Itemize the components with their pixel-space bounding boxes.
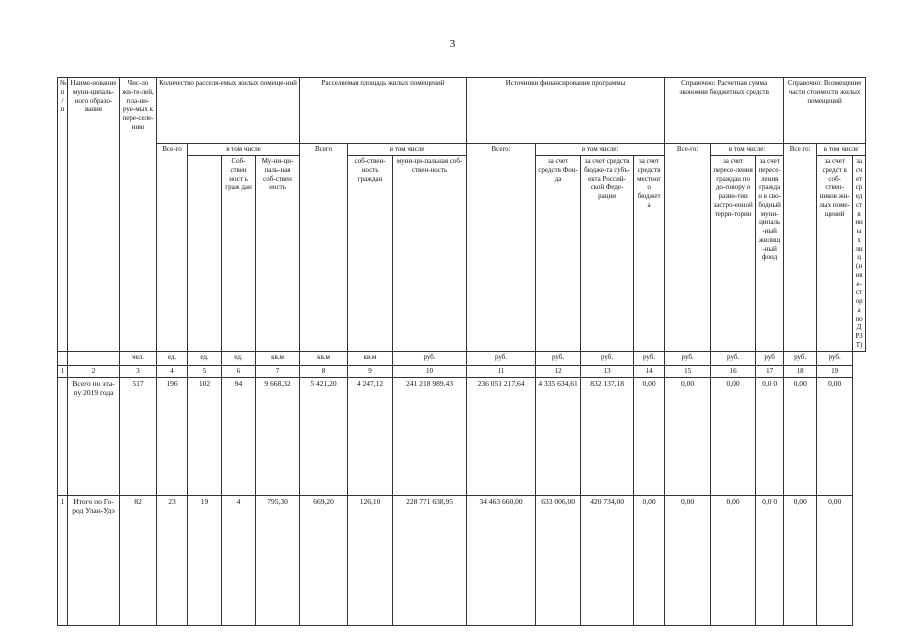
row-cell: 5 421,20 (300, 377, 348, 495)
header-fin-local: за счет средств местного бюджета (634, 156, 665, 352)
column-number: 15 (665, 365, 711, 377)
row-cell: 94 (222, 377, 256, 495)
unit-cell: кв.м (300, 351, 348, 365)
header-area-own: соб-ствен-ность граждан (348, 156, 393, 352)
row-cell: 34 463 660,00 (467, 495, 536, 625)
unit-cell: ед. (188, 351, 222, 365)
row-cell: 633 006,00 (536, 495, 581, 625)
header-comp-group: Справочно: Возмещение части стоимости жилых помещений (784, 78, 866, 144)
column-number: 18 (784, 365, 817, 377)
column-number: 7 (256, 365, 300, 377)
unit-cell: ед. (157, 351, 188, 365)
column-number: 6 (222, 365, 256, 377)
header-count-own: Соб-ствен ност ь граж дан (222, 156, 256, 352)
column-number: 4 (157, 365, 188, 377)
units-row (58, 351, 866, 365)
row-cell: 9 668,32 (256, 377, 300, 495)
header-comp-other: за счет средст в иных лиц (инве-стора по ДРЗТ) (853, 156, 866, 352)
row-cell: 0,00 (784, 377, 817, 495)
column-number: 2 (68, 365, 120, 377)
row-cell: 241 218 989,43 (393, 377, 467, 495)
column-number: 10 (393, 365, 467, 377)
row-cell: 0,0 0 (756, 377, 784, 495)
column-number: 1 (58, 365, 68, 377)
header-econ-free: за счет пересе-ления граждан в сво-бодный муни-ципаль-ный жилищ-ный фонд (756, 156, 784, 352)
unit-cell: руб. (581, 351, 634, 365)
table-row-city (58, 495, 866, 625)
header-count-none (188, 156, 222, 352)
header-name: Наиме-нование муни-ципаль-ного образо-вания (68, 78, 120, 352)
header-row-groups (58, 78, 866, 144)
unit-cell: руб. (784, 351, 817, 365)
header-count-mun: Му-ни-ци-паль-ная соб-ствен ность (256, 156, 300, 352)
row-cell: 0,00 (784, 495, 817, 625)
row-num (58, 377, 68, 495)
header-finance-group: Источники финансирования программы (467, 78, 665, 144)
row-cell: 420 734,00 (581, 495, 634, 625)
header-count-total: Все-го (157, 144, 188, 352)
row-num: 1 (58, 495, 68, 625)
unit-cell: кв.м (256, 351, 300, 365)
column-number: 17 (756, 365, 784, 377)
row-cell: 196 (157, 377, 188, 495)
page-number: 3 (449, 38, 456, 50)
column-numbers-row (58, 365, 866, 377)
row-cell: 82 (120, 495, 157, 625)
resettlement-table (57, 77, 866, 626)
row-cell: 0,0 0 (756, 495, 784, 625)
unit-cell: руб. (393, 351, 467, 365)
row-cell: 795,30 (256, 495, 300, 625)
row-cell: 4 247,12 (348, 377, 393, 495)
row-cell: 0,00 (711, 377, 756, 495)
unit-cell: руб. (634, 351, 665, 365)
row-cell: 0,00 (711, 495, 756, 625)
column-number: 12 (536, 365, 581, 377)
row-cell: 236 051 217,64 (467, 377, 536, 495)
row-cell: 19 (188, 495, 222, 625)
column-number: 11 (467, 365, 536, 377)
unit-cell: руб. (467, 351, 536, 365)
unit-cell: руб (756, 351, 784, 365)
row-cell: 228 771 638,95 (393, 495, 467, 625)
header-area-mun: муни-ци-пальная соб-ствен-ность (393, 156, 467, 352)
header-fin-total: Всего: (467, 144, 536, 352)
row-cell: 102 (188, 377, 222, 495)
header-residents: Чис-ло жи-те-лей, пла-ни-руе-мых к пере-селе-нию (120, 78, 157, 352)
row-cell: 126,10 (348, 495, 393, 625)
header-comp-incl: в том числе (817, 144, 866, 156)
row-cell: 669,20 (300, 495, 348, 625)
header-num: № п / п (58, 78, 68, 352)
unit-cell: руб. (711, 351, 756, 365)
unit-cell-empty (68, 351, 120, 365)
header-econ-group: Справочно: Расчетная сумма экономии бюджетных средств (665, 78, 784, 144)
header-comp-total: Все го: (784, 144, 817, 352)
column-number: 16 (711, 365, 756, 377)
row-cell: 0,00 (634, 495, 665, 625)
unit-cell: ед. (222, 351, 256, 365)
column-number: 19 (817, 365, 853, 377)
header-fin-region: за счет средств бюдже-та субъ-екта Россий-ской Феде-рации (581, 156, 634, 352)
table-row-total (58, 377, 866, 495)
unit-cell: чел. (120, 351, 157, 365)
row-cell: 0,00 (665, 495, 711, 625)
header-econ-total: Все-го: (665, 144, 711, 352)
header-area-group: Расселяемая площадь жилых помещений (300, 78, 467, 144)
row-cell: 517 (120, 377, 157, 495)
unit-cell: кв.м (348, 351, 393, 365)
row-cell: 0,00 (665, 377, 711, 495)
row-cell: 0,00 (817, 495, 853, 625)
row-cell: 4 335 634,61 (536, 377, 581, 495)
header-fin-incl: в том числе: (536, 144, 665, 156)
header-comp-own: за счет средст в соб-ствен-ников жи-лых поме-щений (817, 156, 853, 352)
unit-cell: руб. (536, 351, 581, 365)
column-number: 5 (188, 365, 222, 377)
row-name: Итого по Го-род Улан-Удэ (68, 495, 120, 625)
row-cell: 23 (157, 495, 188, 625)
column-number: 3 (120, 365, 157, 377)
header-count-group: Количество расселя-емых жилых помеще-ний (157, 78, 300, 144)
header-fin-fund: за счет средств Фон-да (536, 156, 581, 352)
header-area-total: Всего (300, 144, 348, 352)
row-cell: 0,00 (817, 377, 853, 495)
row-cell: 4 (222, 495, 256, 625)
unit-cell-empty (58, 351, 68, 365)
row-name: Всего по эта-пу 2019 года (68, 377, 120, 495)
row-cell: 0,00 (634, 377, 665, 495)
unit-cell: руб. (665, 351, 711, 365)
column-number: 9 (348, 365, 393, 377)
header-count-incl: в том числе (188, 144, 300, 156)
header-area-incl: в том числе (348, 144, 467, 156)
column-number: 8 (300, 365, 348, 377)
unit-cell: руб. (817, 351, 853, 365)
row-cell: 832 137,18 (581, 377, 634, 495)
header-row-subgroups (58, 144, 866, 156)
column-number: 14 (634, 365, 665, 377)
header-econ-contract: за счет пересе-ления граждан по до-говору о разви-тии застро-енной терри-тории (711, 156, 756, 352)
column-number: 13 (581, 365, 634, 377)
header-econ-incl: в том числе: (711, 144, 784, 156)
